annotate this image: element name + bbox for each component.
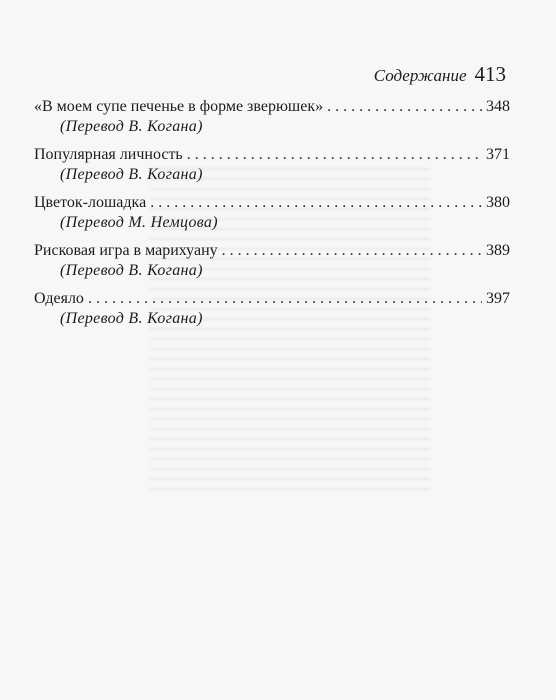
toc-entry-page: 397 xyxy=(486,290,510,307)
toc-entry-translator: (Перевод М. Немцова) xyxy=(60,214,218,231)
toc-entry-page: 380 xyxy=(486,194,510,211)
toc-entry xyxy=(34,145,510,185)
dot-leader xyxy=(222,241,482,261)
toc-entry-page: 371 xyxy=(486,146,510,163)
table-of-contents xyxy=(34,97,510,337)
toc-entry-title: Одеяло xyxy=(34,290,84,307)
toc-entry-translator: (Перевод В. Когана) xyxy=(60,262,203,279)
running-head xyxy=(374,62,506,87)
toc-entry-translator: (Перевод В. Когана) xyxy=(60,118,203,135)
toc-entry-translator: (Перевод В. Когана) xyxy=(60,310,203,327)
dot-leader xyxy=(150,193,482,213)
toc-entry xyxy=(34,241,510,281)
toc-entry-translator: (Перевод В. Когана) xyxy=(60,166,203,183)
dot-leader xyxy=(327,97,482,117)
dot-leader xyxy=(187,145,482,165)
toc-entry-page: 389 xyxy=(486,242,510,259)
toc-entry-title: Цветок-лошадка xyxy=(34,194,147,211)
page-number: 413 xyxy=(474,62,506,86)
toc-entry-page: 348 xyxy=(486,98,510,115)
toc-entry xyxy=(34,289,510,329)
toc-entry xyxy=(34,97,510,137)
toc-entry-title: «В моем супе печенье в форме зверюшек» xyxy=(34,98,324,115)
section-title: Содержание xyxy=(373,66,467,85)
dot-leader xyxy=(88,289,482,309)
toc-entry xyxy=(34,193,510,233)
toc-entry-title: Рисковая игра в марихуану xyxy=(34,242,218,259)
toc-entry-title: Популярная личность xyxy=(34,146,183,163)
